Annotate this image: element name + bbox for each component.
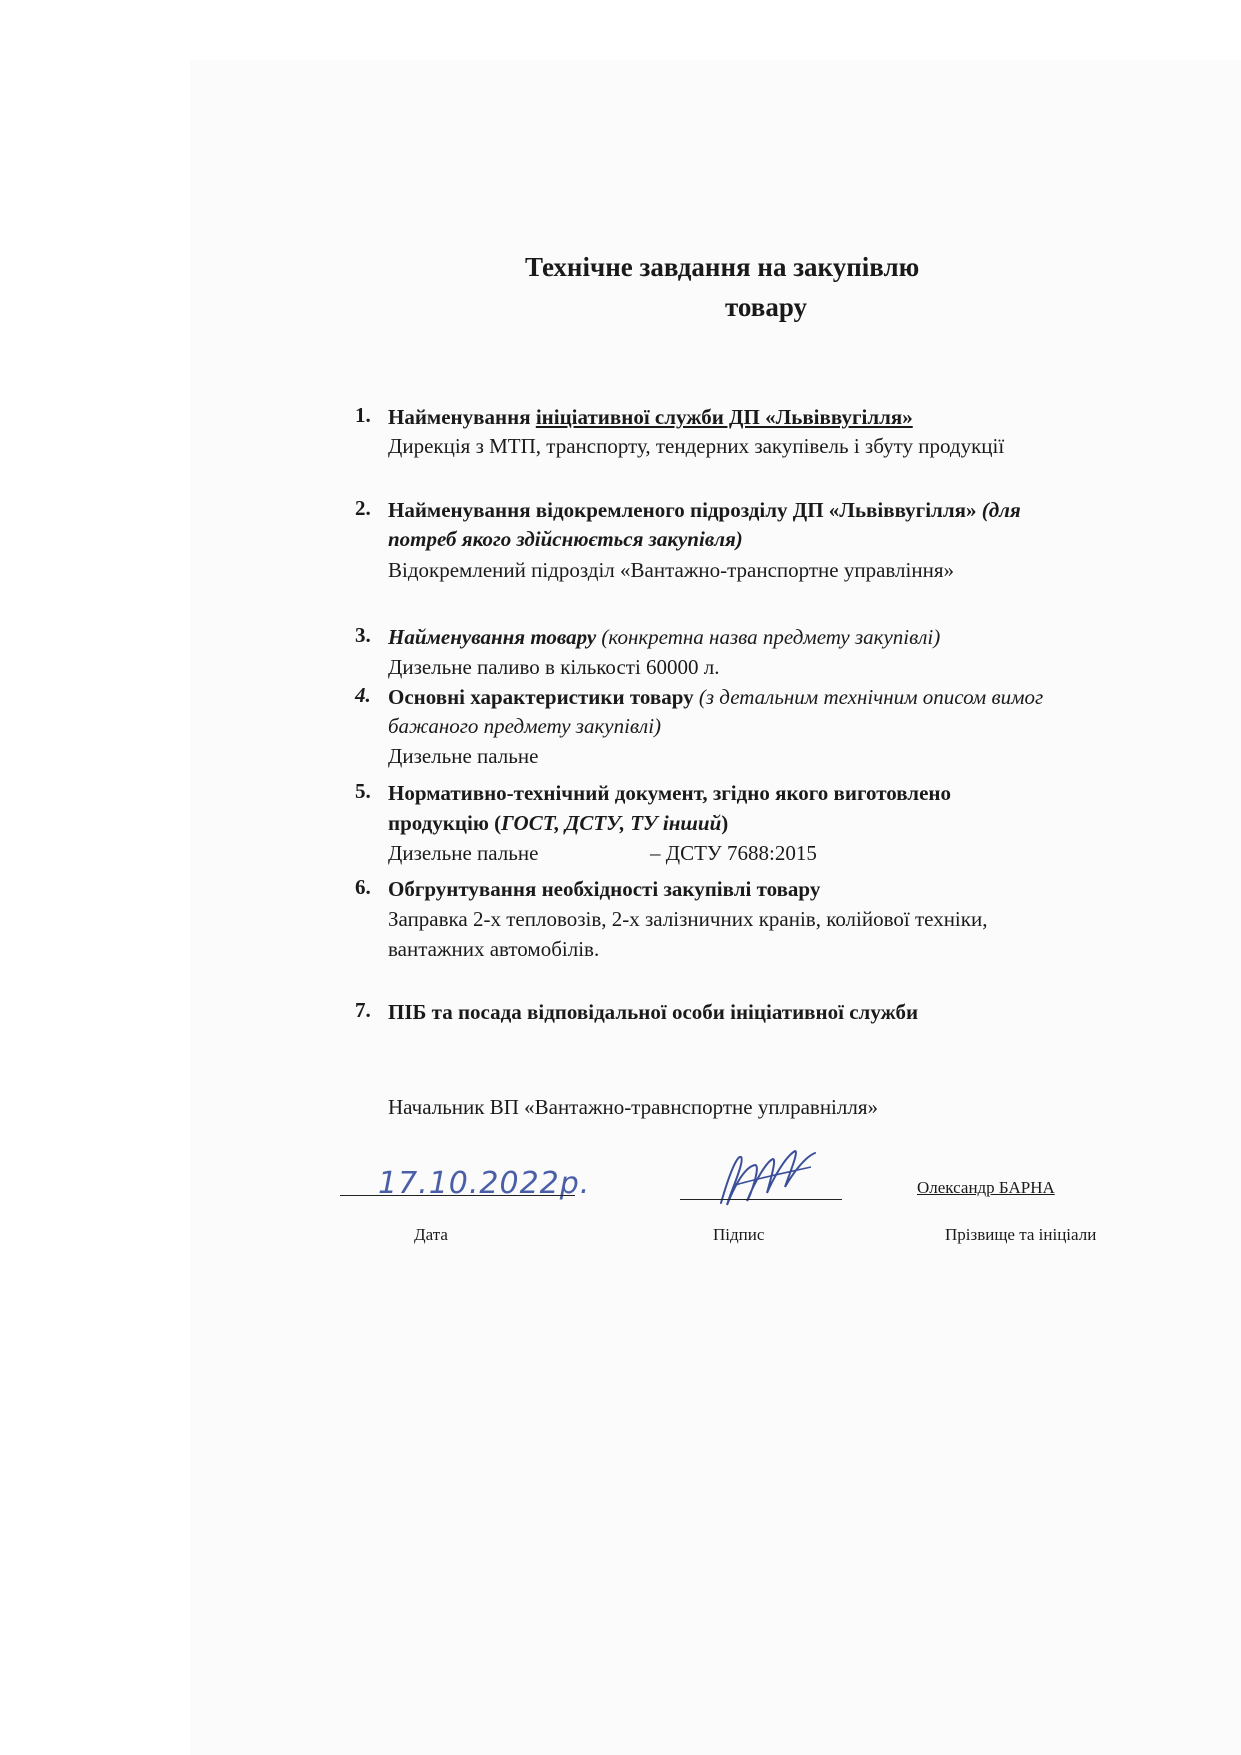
item-number: 6. xyxy=(355,875,371,899)
item-1-text: Дирекція з МТП, транспорту, тендерних закупівель і збуту продукції xyxy=(388,434,1005,458)
doc-title-line2: товару xyxy=(725,292,807,322)
item-4-heading-italic: (з детальним технічним описом вимог xyxy=(693,685,1044,709)
doc-title-line1: Технічне завдання на закупівлю xyxy=(525,252,920,282)
item-2-heading-line2: потреб якого здійснюється закупівля) xyxy=(388,527,743,551)
item-2-heading-text: Найменування відокремленого підрозділу ДП «Львіввугілля» xyxy=(388,498,982,522)
item-5-heading-line1: Нормативно-технічний документ, згідно якого виготовлено xyxy=(388,781,952,805)
item-6-heading: Обгрунтування необхідності закупівлі товару xyxy=(388,877,821,901)
item-4-heading-line2: бажаного предмету закупівлі) xyxy=(388,714,662,738)
handwritten-date: 17.10.2022р. xyxy=(378,1166,591,1201)
item-5-heading-part-a: продукцію ( xyxy=(388,811,502,835)
item-5-text-a: Дизельне пальне xyxy=(388,841,539,865)
item-5-text-b: – ДСТУ 7688:2015 xyxy=(650,841,817,865)
item-5-heading-part-c: ) xyxy=(721,811,729,835)
item-4-heading-line1 xyxy=(388,683,1043,712)
item-number: 7. xyxy=(355,998,371,1022)
item-number: 3. xyxy=(355,623,371,647)
signature xyxy=(715,1145,825,1213)
item-6-text-line2: вантажних автомобілів. xyxy=(388,937,600,961)
position-line: Начальник ВП «Вантажно-травнспортне уплравнілля» xyxy=(388,1095,879,1119)
item-number: 5. xyxy=(355,779,371,803)
date-line xyxy=(340,1195,575,1196)
item-5-heading-part-b: ГОСТ, ДСТУ, ТУ інший xyxy=(501,811,722,835)
item-number: 2. xyxy=(355,496,371,520)
item-4-heading-text: Основні характеристики товару xyxy=(388,685,694,709)
item-2-heading-line1 xyxy=(388,496,1021,525)
item-1-heading xyxy=(388,403,913,432)
item-3-text: Дизельне паливо в кількості 60000 л. xyxy=(388,655,720,679)
caption-signature: Підпис xyxy=(713,1225,765,1244)
item-5-heading-line2 xyxy=(388,809,728,838)
signature-line xyxy=(680,1199,842,1200)
item-3-heading-italic: (конкретна назва предмету закупівлі) xyxy=(596,625,941,649)
item-1-heading-underlined: ініціативної служби ДП «Львіввугілля» xyxy=(535,405,913,429)
caption-date: Дата xyxy=(414,1225,448,1244)
item-2-heading-italic: (для xyxy=(981,498,1021,522)
item-number: 4. xyxy=(355,683,371,707)
item-number: 1. xyxy=(355,403,371,427)
item-1-heading-text: Найменування xyxy=(388,405,536,429)
signer-name: Олександр БАРНА xyxy=(917,1178,1055,1197)
item-7-heading: ПІБ та посада відповідальної особи ініціативної служби xyxy=(388,1000,919,1024)
item-3-heading xyxy=(388,623,940,652)
item-4-text: Дизельне пальне xyxy=(388,744,539,768)
item-6-text-line1: Заправка 2-х тепловозів, 2-х залізничних кранів, колійової техніки, xyxy=(388,907,988,931)
caption-name: Прізвище та ініціали xyxy=(945,1225,1097,1244)
item-2-text: Відокремлений підрозділ «Вантажно-транспортне управління» xyxy=(388,558,954,582)
item-3-heading-bold-italic: Найменування товару xyxy=(388,625,597,649)
